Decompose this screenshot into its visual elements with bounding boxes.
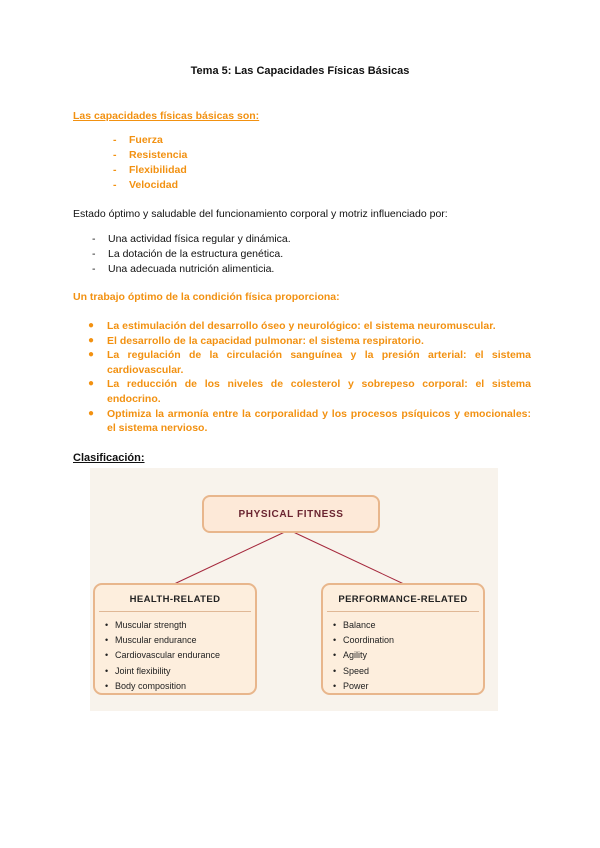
intro-paragraph: Estado óptimo y saludable del funcionamiento corporal y motriz influenciado por:	[73, 208, 448, 220]
list-item: • Joint flexibility	[105, 665, 171, 676]
list-item: • Muscular strength	[105, 620, 187, 630]
list-item: - Una adecuada nutrición alimenticia.	[92, 263, 275, 275]
list-item: ● La reducción de los niveles de colesterol y sobrepeso corporal: el sistema endocrino.	[88, 378, 531, 405]
list-item: - Resistencia	[113, 149, 188, 161]
list-item: • Power	[333, 680, 369, 691]
fitness-diagram	[90, 468, 498, 711]
list-item: • Body composition	[105, 680, 187, 691]
health-related-box	[93, 583, 257, 695]
list-item: • Muscular endurance	[105, 635, 197, 646]
list-item: • Cardiovascular endurance	[105, 650, 221, 661]
list-item: • Agility	[333, 650, 368, 661]
performance-related-title: PERFORMANCE-RELATED	[327, 585, 479, 612]
health-related-list	[95, 618, 255, 694]
performance-related-list	[323, 618, 483, 694]
list-item: - Una actividad física regular y dinámica.	[92, 233, 291, 245]
list-item: - La dotación de la estructura genética.	[92, 248, 284, 260]
classification-heading: Clasificación:	[73, 452, 145, 464]
list-item: - Flexibilidad	[113, 164, 187, 176]
connector-line-performance	[289, 530, 406, 585]
physical-fitness-box: PHYSICAL FITNESS	[202, 495, 380, 533]
list-item: - Velocidad	[113, 179, 179, 191]
list-item: - Fuerza	[113, 134, 163, 146]
page-title: Tema 5: Las Capacidades Físicas Básicas	[190, 65, 410, 77]
list-item: ● La estimulación del desarrollo óseo y neurológico: el sistema neuromuscular.	[88, 320, 496, 332]
section1-heading: Las capacidades físicas básicas son:	[73, 110, 260, 122]
list-item: • Balance	[333, 620, 376, 630]
health-related-title: HEALTH-RELATED	[99, 585, 251, 612]
section2-heading: Un trabajo óptimo de la condición física proporciona:	[73, 291, 340, 303]
list-item: ● El desarrollo de la capacidad pulmonar: el sistema respiratorio.	[88, 334, 424, 347]
performance-related-box	[321, 583, 485, 695]
list-item: • Speed	[333, 665, 370, 676]
list-item: • Coordination	[333, 635, 395, 646]
benefits-list	[88, 319, 531, 436]
list-item: ● La regulación de la circulación sanguínea y la presión arterial: el sistema cardiovascular.	[88, 349, 531, 376]
capacities-list	[113, 133, 188, 193]
list-item: ● Optimiza la armonía entre la corporalidad y los procesos psíquicos y emocionales: el sistema nervioso.	[88, 407, 531, 435]
factors-list	[92, 232, 291, 277]
connector-line-health	[172, 530, 289, 585]
